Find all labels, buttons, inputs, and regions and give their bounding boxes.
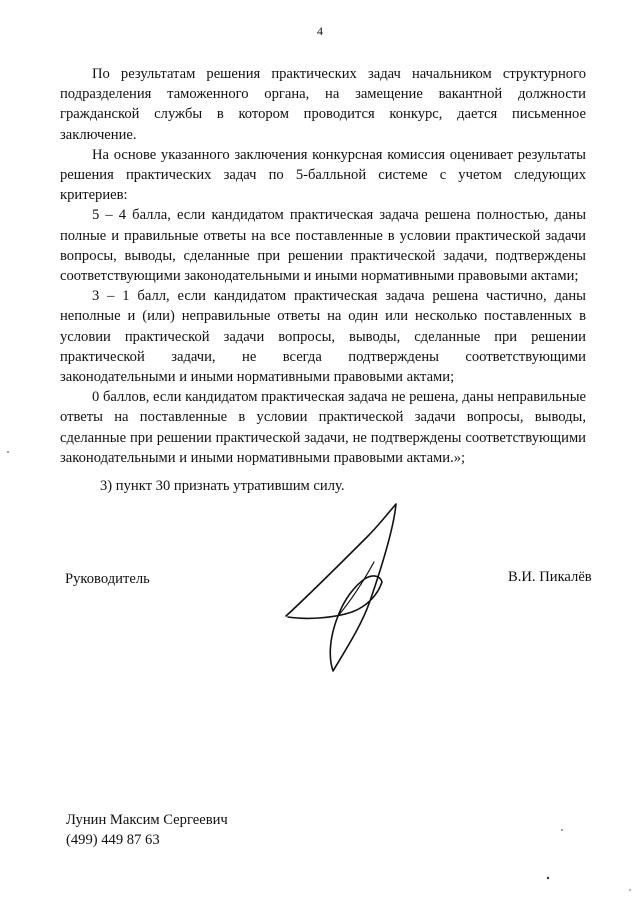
paragraph-criteria-5-4: 5 – 4 балла, если кандидатом практическая задача решена полностью, даны полные и правильные ответы на все поставленные в условии практической задачи вопросы, выводы, сделанные при решении практической задачи, подтверждены соответствующими законодательными и иными нормативными правовыми актами; [60, 207, 586, 285]
paragraph-criteria-0: 0 баллов, если кандидатом практическая задача не решена, даны неправильные ответы на поставленные в условии практической задачи вопросы, выводы, сделанные при решении практической задачи, не подтверждены соответствующими законодательными и иными нормативными правовыми актами.»; [60, 389, 586, 466]
paragraph-criteria-3-1: 3 – 1 балл, если кандидатом практическая задача решена частично, даны неполные и (или) неправильные ответы на один или несколько поставленных в условии практической задачи вопросы, выводы, сделанные при решении практической задачи, не всегда подтверждены соответствующими законодательными и иными нормативными правовыми актами; [60, 288, 586, 386]
document-body [60, 64, 586, 496]
contact-block [66, 810, 228, 850]
paragraph-item-3: 3) пункт 30 признать утратившим силу. [100, 478, 345, 495]
signer-title: Руководитель [65, 571, 150, 587]
contact-phone: (499) 449 87 63 [66, 832, 160, 848]
paragraph-conclusion: По результатам решения практических задач начальником структурного подразделения таможенного органа, на замещение вакантной должности гражданской службы в котором проводится конкурс, дается письменное заключение. [60, 66, 586, 143]
signature-image [278, 496, 408, 676]
contact-name: Лунин Максим Сергеевич [66, 812, 228, 828]
paragraph-evaluation: На основе указанного заключения конкурсная комиссия оценивает результаты решения практических задач по 5-балльной системе с учетом следующих критериев: [60, 146, 586, 204]
signer-name: В.И. Пикалёв [508, 569, 592, 585]
page-number: 4 [317, 24, 323, 38]
